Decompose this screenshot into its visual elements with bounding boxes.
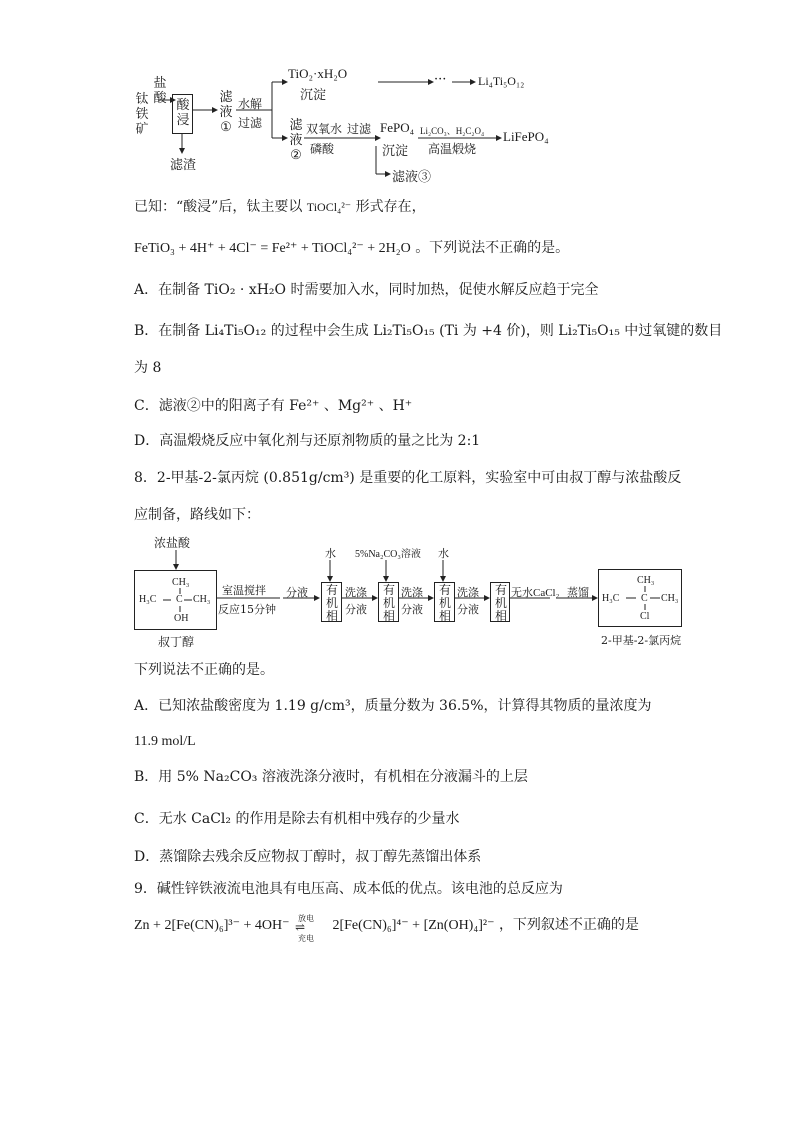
reagents-label: Li₂CO₃、H₂C₂O₄ [420,126,485,136]
q9-eq-left: Zn + 2[Fe(CN)₆]³⁻ + 4OH⁻ [134,918,290,933]
q8-stem-line2: 应制备，路线如下： [134,507,260,523]
q7-option-d: D．高温煅烧反应中氧化剂与还原剂物质的量之比为 2:1 [134,433,481,449]
q7-known-prefix: 已知：“酸浸”后，钛主要以 [134,199,303,215]
organic3-char-2: 机 [438,596,451,610]
leach-char-1: 酸 [176,98,190,113]
ellipsis-label: ··· [434,72,447,87]
conc-hcl-label: 浓盐酸 [154,536,191,550]
ore-char-2: 铁 [135,107,149,122]
wash-label-2: 洗涤 [401,586,423,599]
stir-label: 室温搅拌 [222,584,266,597]
phosphoric-label: 磷酸 [310,142,335,156]
q9-discharge: 放电 [297,914,314,923]
ore-char-1: 钛 [135,92,149,107]
precipitate-label: 沉淀 [300,88,327,103]
organic4-char-1: 有 [494,583,507,597]
h2o2-label: 双氧水 [306,122,343,136]
filtrate1-char-3: ① [220,120,232,135]
q9-equation-line [134,914,639,943]
wash-label-1: 洗涤 [345,586,367,599]
q8-question: 下列说法不正确的是。 [134,662,274,678]
organic2-char-1: 有 [382,583,395,597]
calcination-label: 高温煅烧 [428,142,477,156]
li4ti5o12-label: Li₄Ti₅O₁₂ [478,74,525,88]
filtrate1-char-1: 滤 [219,90,233,105]
product-h3c: H₃C [602,593,620,604]
organic3-char-1: 有 [438,583,451,597]
sep-label-3: 分液 [457,603,479,616]
product-c: C [641,593,648,604]
product-ch3-top: CH₃ [637,575,655,586]
q7-known-species: TiOCl₄²⁻ [306,200,352,214]
q8-option-b: B．用 5% Na₂CO₃ 溶液洗涤分液时，有机相在分液漏斗的上层 [134,769,528,785]
tio2-label: TiO₂·xH₂O [288,66,348,81]
organic2-char-3: 相 [382,609,395,623]
filter2-label: 过滤 [347,122,372,136]
tbutanol-label: 叔丁醇 [158,635,195,649]
q8-option-a-line1: A．已知浓盐酸密度为 1.19 g/cm³，质量分数为 36.5%，计算得其物质的量浓度为 [134,698,652,714]
separate-label: 分液 [286,586,308,599]
organic4-char-3: 相 [494,609,507,623]
filtrate2-char-3: ② [290,148,302,163]
sep-label-2: 分液 [401,603,423,616]
organic1-char-3: 相 [325,609,338,623]
sep-label-1: 分液 [345,603,367,616]
lifepo4-label: LiFePO₄ [503,129,549,144]
q7-equation: FeTiO₃ + 4H⁺ + 4Cl⁻ = Fe²⁺ + TiOCl₄²⁻ + 2H₂O [134,241,411,256]
organic2-char-2: 机 [382,596,395,610]
q9-tail: ，下列叙述不正确的是 [498,917,639,933]
q9-charge: 充电 [297,934,314,943]
filtrate3-label: 滤液③ [392,170,432,185]
q7-option-b-line2: 为 8 [134,360,162,376]
acid-char-2: 酸 [153,91,167,106]
tbutanol-c: C [176,594,183,605]
ore-char-3: 矿 [135,122,149,137]
tbutanol-oh: OH [174,613,189,624]
tbutanol-ch3-top: CH₃ [172,577,190,588]
filtrate1-char-2: 液 [219,105,233,120]
q9-equilibrium-icon: ⇌ [294,920,306,934]
organic-phase-box-1 [321,582,342,622]
q8-option-c: C．无水 CaCl₂ 的作用是除去有机相中残存的少量水 [134,811,460,827]
acid-char-1: 盐 [153,76,167,91]
q7-option-b-line1: B．在制备 Li₄Ti₅O₁₂ 的过程中会生成 Li₂Ti₅O₁₅ (Ti 为 +4 价)，则 Li₂Ti₅O₁₅ 中过氧键的数目 [134,323,723,339]
organic-phase-box-2 [378,582,399,622]
precipitate2-label: 沉淀 [382,144,409,159]
q7-known-suffix: 形式存在， [355,199,426,215]
water1-label: 水 [325,547,336,560]
organic4-char-2: 机 [494,596,507,610]
organic3-char-3: 相 [438,609,451,623]
water2-label: 水 [438,547,449,560]
q9-reversible-arrow [294,914,328,943]
residue-label: 滤渣 [170,158,197,173]
product-cl: Cl [640,611,650,622]
wash-label-3: 洗涤 [457,586,479,599]
product-label: 2-甲基-2-氯丙烷 [601,634,682,647]
organic1-char-2: 机 [325,596,338,610]
q7-option-a: A．在制备 TiO₂ · xH₂O 时需要加入水，同时加热，促使水解反应趋于完全 [134,282,599,298]
hydrolysis-label: 水解 [238,97,263,111]
leach-char-2: 浸 [176,113,190,128]
q8-option-d: D．蒸馏除去残余反应物叔丁醇时，叔丁醇先蒸馏出体系 [134,849,482,865]
filtrate2-char-2: 液 [289,133,303,148]
organic-phase-box-4 [490,582,510,622]
filter-label: 过滤 [238,116,263,130]
fepo4-label: FePO₄ [380,120,415,135]
q7-option-c: C．滤液②中的阳离子有 Fe²⁺ 、Mg²⁺ 、H⁺ [134,398,413,414]
q9-stem: 9．碱性锌铁液流电池具有电压高、成本低的优点。该电池的总反应为 [134,881,563,897]
q8-option-a-line2: 11.9 mol/L [134,734,196,749]
product-ch3-right: CH₃ [661,593,679,604]
distill-label: 蒸馏 [567,586,589,599]
tbutanol-ch3-right: CH₃ [193,594,211,605]
na2co3-label: 5%Na₂CO₃溶液 [355,549,421,560]
cacl2-label: 无水CaCl₂ [511,587,560,599]
q9-eq-right: 2[Fe(CN)₆]⁴⁻ + [Zn(OH)₄]²⁻ [332,918,495,933]
filtrate2-char-1: 滤 [289,118,303,133]
organic1-char-1: 有 [325,583,338,597]
tbutanol-h3c: H₃C [139,594,157,605]
q8-stem-line1: 8．2-甲基-2-氯丙烷 (0.851g/cm³) 是重要的化工原料，实验室中可由叔丁醇与浓盐酸反 [134,470,682,486]
q7-question-tail: 。下列说法不正确的是。 [415,240,570,256]
react15-label: 反应15分钟 [218,603,276,616]
organic-phase-box-3 [434,582,455,622]
